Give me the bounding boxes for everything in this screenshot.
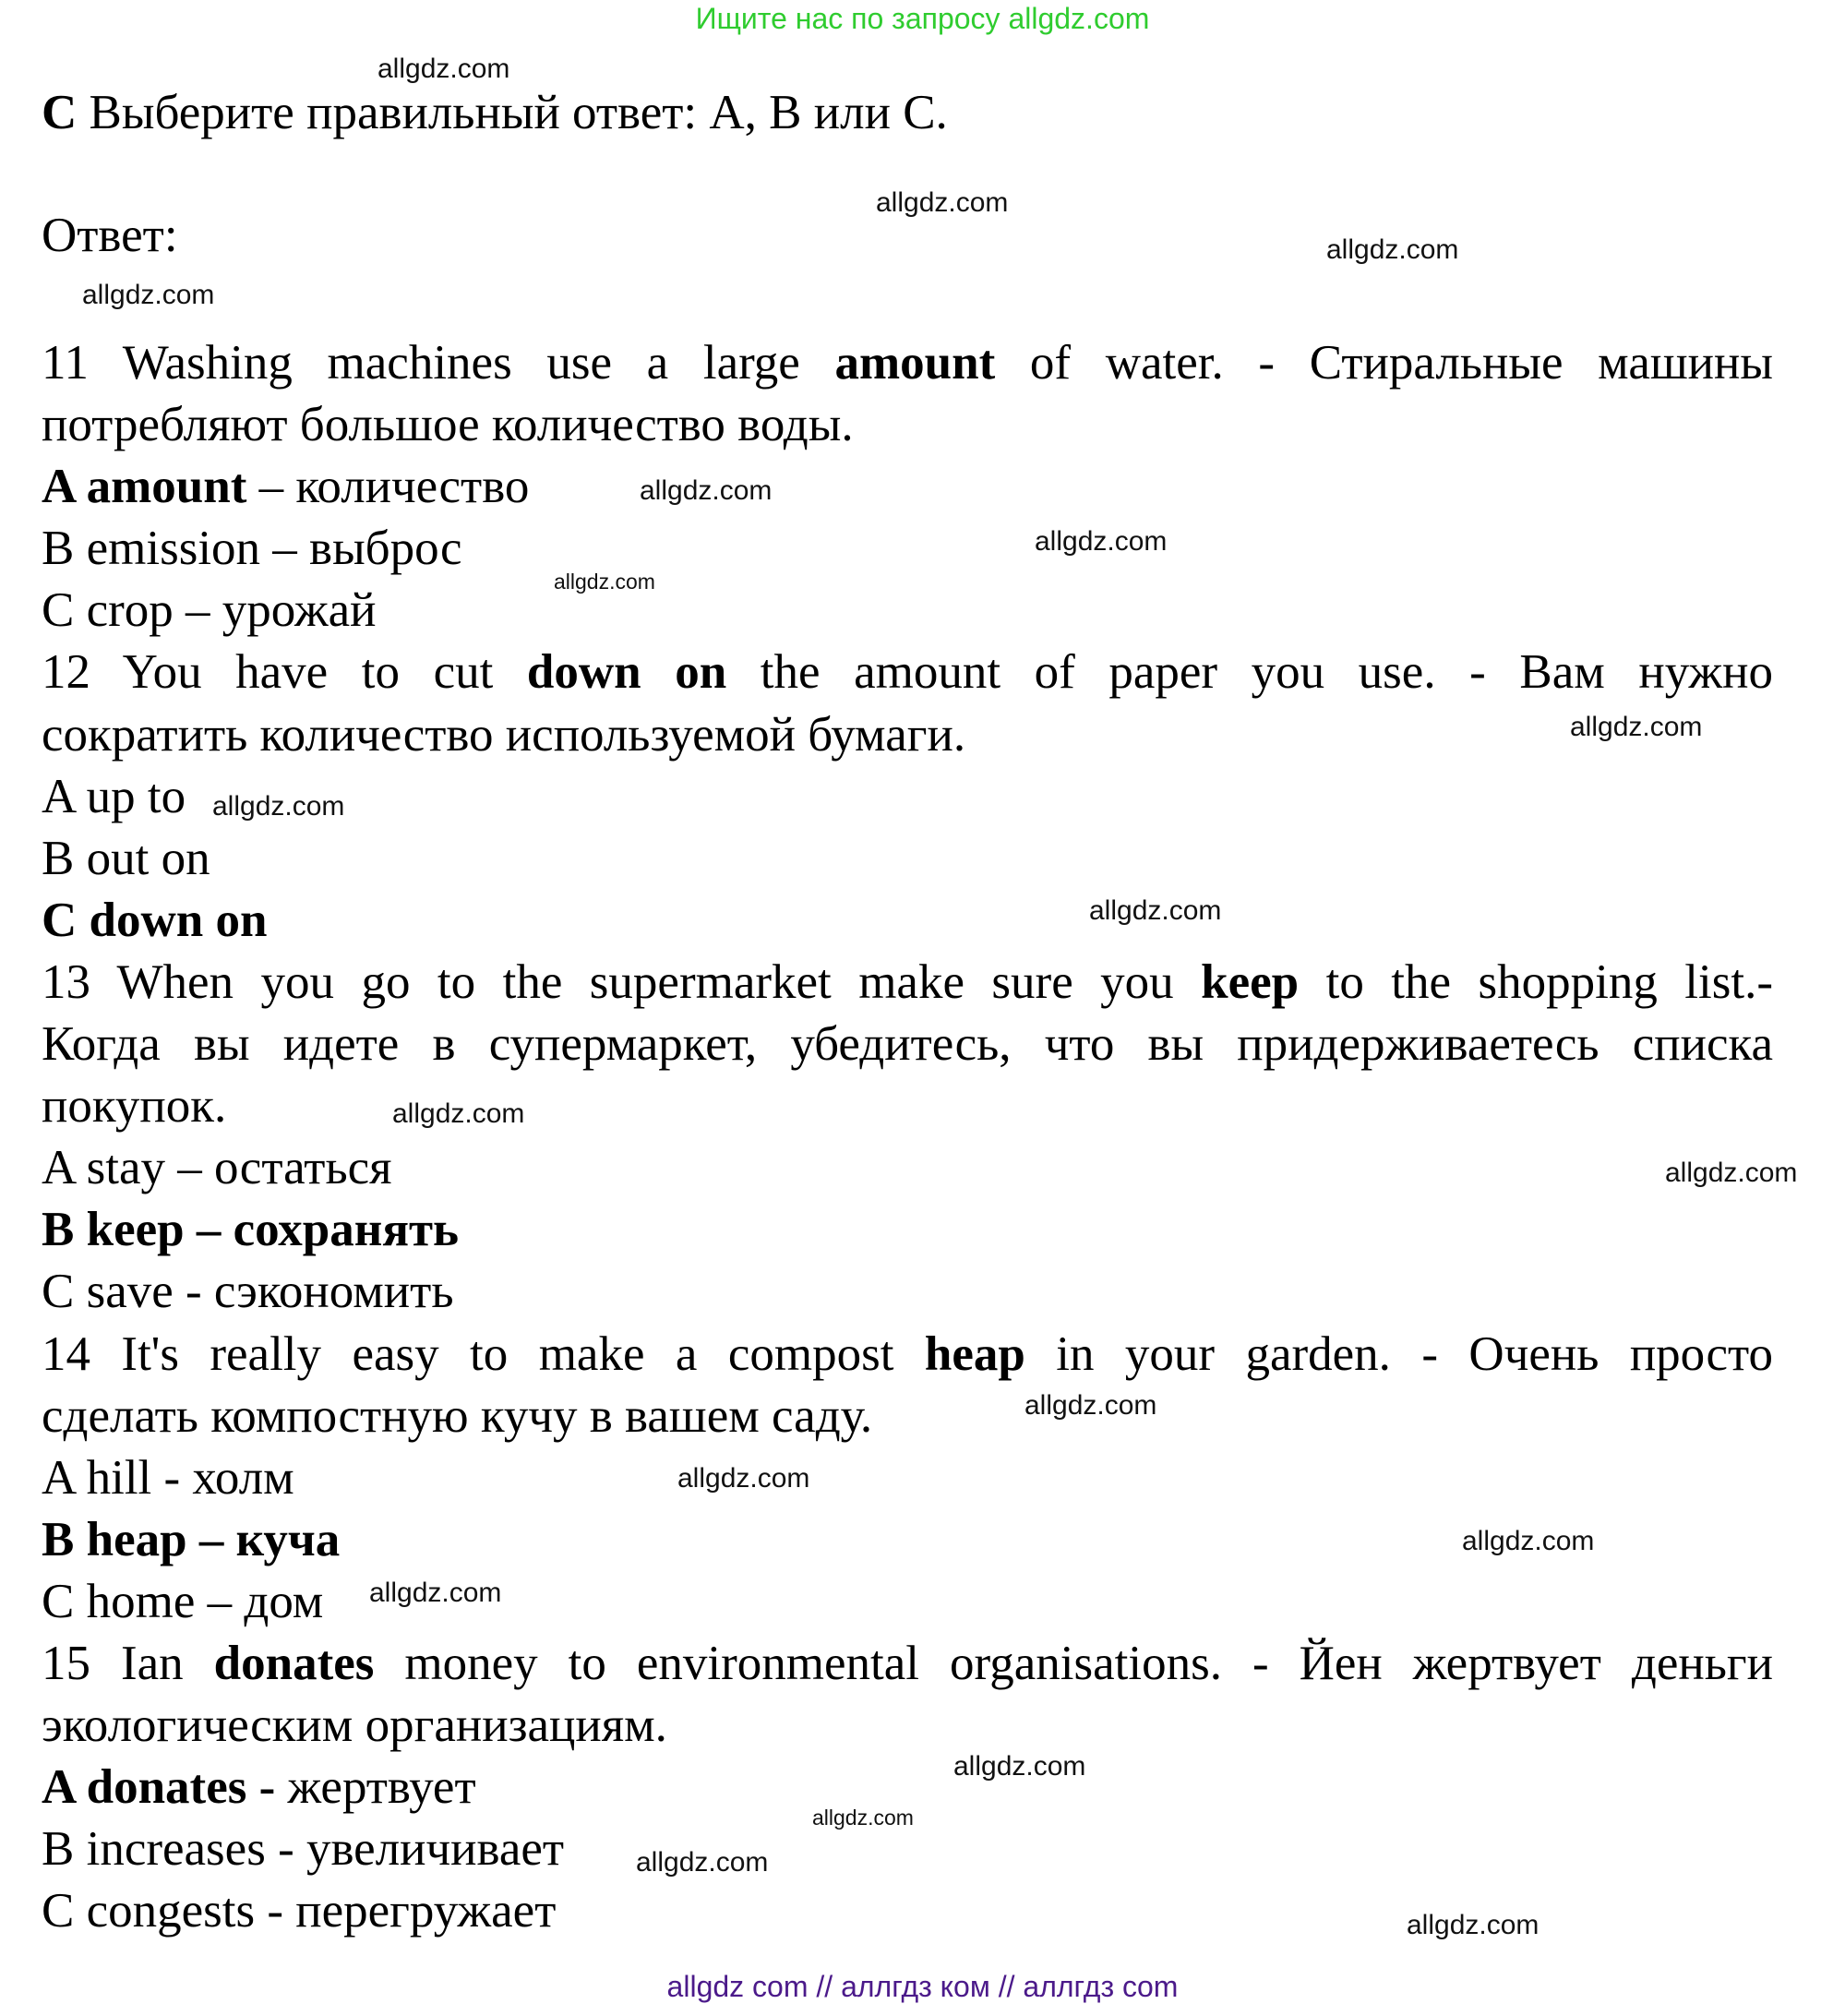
bold-answer-text: heap [924, 1326, 1025, 1381]
text-line [42, 456, 1773, 518]
watermark-text: allgdz.com [1035, 526, 1168, 557]
footer-banner-link[interactable]: allgdz com // аллгдз ком // аллгдз com [666, 1970, 1179, 2003]
answer-content [42, 332, 1773, 1942]
text-segment: 12 You have to cut [42, 645, 527, 700]
bold-answer-text: A amount [42, 460, 247, 514]
watermark-text: allgdz.com [82, 280, 215, 310]
bold-answer-text: keep [1201, 954, 1300, 1009]
bold-answer-text: A donates - [42, 1760, 288, 1815]
text-segment: Когда вы идете в супермаркет, убедитесь, что вы придерживаетесь списка [42, 1017, 1773, 1072]
watermark-text: allgdz.com [1326, 234, 1459, 265]
bold-answer-text: down on [526, 645, 727, 700]
text-segment: C congests - перегружает [42, 1884, 557, 1938]
watermark-text: allgdz.com [1407, 1910, 1539, 1940]
text-line [42, 394, 1773, 456]
watermark-text: allgdz.com [1570, 712, 1703, 742]
bold-answer-text: amount [834, 336, 996, 390]
text-line [42, 580, 1773, 642]
text-segment: экологическим организациям. [42, 1698, 667, 1753]
text-line [42, 1137, 1773, 1199]
watermark-text: allgdz.com [1665, 1158, 1798, 1188]
watermark-text: allgdz.com [640, 475, 773, 506]
watermark-text: allgdz.com [953, 1751, 1086, 1782]
text-segment: 11 Washing machines use a large [42, 336, 835, 390]
watermark-text: allgdz.com [677, 1463, 810, 1494]
text-line [42, 1447, 1773, 1509]
text-line [42, 1014, 1773, 1075]
task-title [42, 85, 948, 140]
watermark-text: allgdz.com [876, 187, 1009, 218]
text-segment: B emission – выброс [42, 522, 462, 576]
text-line [42, 890, 1773, 952]
text-line [42, 952, 1773, 1014]
text-segment: A stay – остаться [42, 1141, 392, 1195]
text-segment: 15 Ian [42, 1636, 214, 1690]
text-segment: of water. - Стиральные машины [995, 336, 1773, 390]
text-segment: Выберите правильный ответ: A, B или C. [77, 86, 948, 139]
text-segment: C home – дом [42, 1574, 324, 1628]
text-line [42, 1199, 1773, 1261]
text-segment: A hill - холм [42, 1450, 294, 1505]
bold-answer-text: donates [213, 1636, 375, 1690]
text-line [42, 332, 1773, 394]
bold-answer-text: B keep – сохранять [42, 1203, 460, 1257]
watermark-text: allgdz.com [1462, 1526, 1595, 1556]
text-segment: жертвует [287, 1760, 476, 1815]
text-segment: – количество [246, 460, 530, 514]
watermark-text: allgdz.com [554, 570, 655, 594]
text-segment: покупок. [42, 1079, 227, 1134]
text-line [42, 704, 1773, 766]
text-line [42, 1386, 1773, 1447]
text-segment: A up to [42, 769, 186, 823]
text-line [42, 1633, 1773, 1695]
text-segment: in your garden. - Очень просто [1024, 1326, 1773, 1381]
watermark-text: allgdz.com [377, 54, 510, 84]
watermark-text: allgdz.com [1089, 895, 1222, 926]
top-banner-link[interactable]: Ищите нас по запросу allgdz.com [695, 2, 1150, 35]
text-line [42, 642, 1773, 703]
text-segment: сократить количество используемой бумаги. [42, 707, 966, 762]
text-segment: money to environmental organisations. - Йен жертвует деньги [374, 1636, 1773, 1690]
bold-answer-text: C [42, 86, 78, 139]
text-line [42, 828, 1773, 890]
text-segment: 14 It's really easy to make a compost [42, 1326, 925, 1381]
watermark-text: allgdz.com [636, 1847, 769, 1878]
watermark-text: allgdz.com [212, 791, 345, 822]
text-segment: 13 When you go to the supermarket make sure you [42, 954, 1202, 1009]
answer-label: Ответ: [42, 209, 178, 262]
text-line [42, 518, 1773, 580]
text-segment: потребляют большое количество воды. [42, 398, 854, 452]
text-segment: сделать компостную кучу в вашем саду. [42, 1388, 873, 1443]
text-segment: C crop – урожай [42, 583, 377, 638]
watermark-text: allgdz.com [1024, 1390, 1157, 1421]
text-segment: the amount of paper you use. - Вам нужно [726, 645, 1773, 700]
text-segment: C save - сэкономить [42, 1265, 454, 1319]
text-line [42, 1075, 1773, 1137]
watermark-text: allgdz.com [812, 1806, 914, 1830]
watermark-text: allgdz.com [392, 1098, 525, 1129]
watermark-text: allgdz.com [369, 1578, 502, 1608]
text-segment: B out on [42, 831, 210, 885]
bold-answer-text: C down on [42, 893, 268, 947]
text-line [42, 1324, 1773, 1386]
text-segment: to the shopping list.- [1299, 954, 1773, 1009]
text-line [42, 1571, 1773, 1633]
bold-answer-text: B heap – куча [42, 1512, 341, 1566]
text-segment: B increases - увеличивает [42, 1822, 565, 1877]
text-line [42, 1261, 1773, 1323]
text-line [42, 1695, 1773, 1757]
